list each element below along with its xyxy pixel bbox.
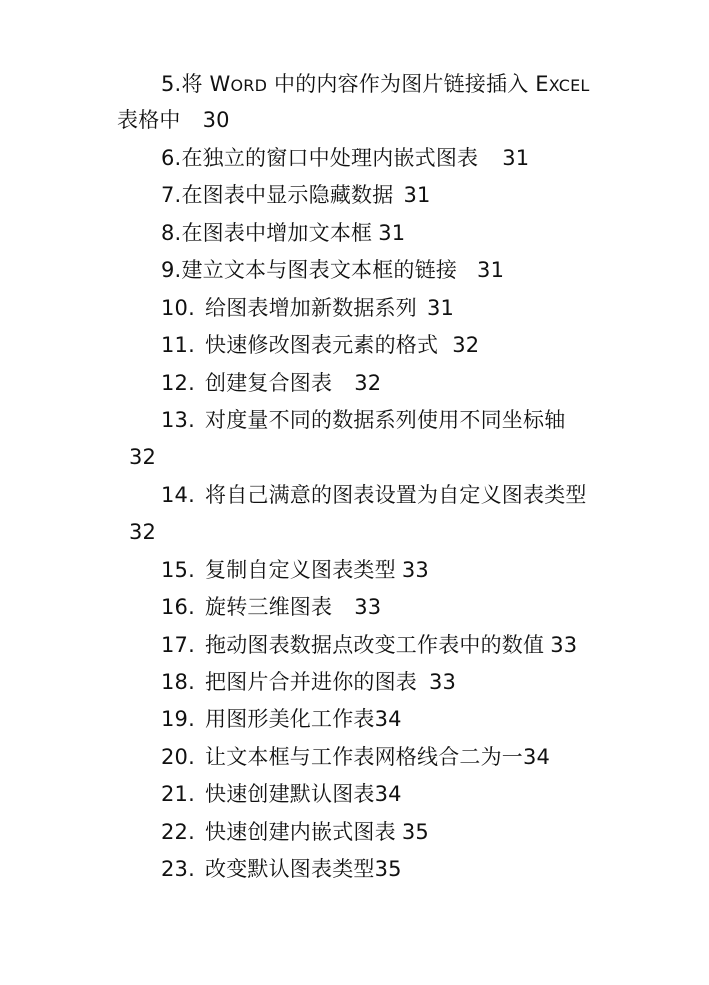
toc-entry-title-part: XCEL [548,76,590,95]
toc-entry-title: 快速创建默认图表 [205,782,375,806]
toc-entry-23[interactable] [161,855,402,883]
toc-entry-number: 17. [161,633,195,657]
toc-entry-page: 31 [378,221,406,245]
toc-entry-13-page-line[interactable] [129,443,156,471]
toc-entry-10[interactable] [161,294,454,322]
toc-entry-page: 31 [403,183,431,207]
toc-entry-7[interactable] [161,181,431,209]
toc-entry-number: 22. [161,820,195,844]
toc-entry-title: 拖动图表数据点改变工作表中的数值 [205,633,545,657]
toc-entry-9[interactable] [161,256,504,284]
toc-entry-20[interactable] [161,743,550,771]
toc-entry-number: 18. [161,670,195,694]
toc-entry-title: 用图形美化工作表 [205,707,375,731]
toc-entry-number: 13. [161,408,195,432]
toc-entry-title: 改变默认图表类型 [205,857,375,881]
toc-entry-title: 建立文本与图表文本框的链接 [181,258,458,282]
toc-entry-title: 创建复合图表 [205,371,333,395]
toc-entry-title-part: 将 W [181,72,231,96]
toc-entry-page: 34 [523,745,551,769]
toc-entry-17[interactable] [161,631,577,659]
toc-entry-5-continuation[interactable] [117,106,230,134]
toc-entry-title: 旋转三维图表 [205,595,333,619]
toc-entry-title: 把图片合并进你的图表 [205,670,417,694]
toc-entry-number: 5. [161,72,182,96]
toc-entry-title: 给图表增加新数据系列 [205,296,417,320]
toc-entry-number: 9. [161,258,182,282]
toc-entry-21[interactable] [161,780,402,808]
toc-entry-page: 31 [502,146,530,170]
toc-entry-title: 将自己满意的图表设置为自定义图表类型 [205,483,587,507]
toc-entry-number: 8. [161,221,182,245]
toc-entry-title: 快速创建内嵌式图表 [205,820,396,844]
toc-entry-title: 在图表中显示隐藏数据 [181,183,394,207]
toc-entry-page: 35 [374,857,402,881]
toc-entry-15[interactable] [161,556,429,584]
toc-entry-number: 16. [161,595,195,619]
toc-entry-number: 11. [161,333,195,357]
toc-entry-13[interactable] [161,406,565,434]
toc-entry-page: 33 [550,633,578,657]
toc-entry-14[interactable] [161,481,587,509]
toc-entry-number: 15. [161,558,195,582]
toc-entry-page: 32 [354,371,382,395]
toc-entry-8[interactable] [161,219,405,247]
toc-entry-number: 23. [161,857,195,881]
toc-entry-number: 20. [161,745,195,769]
toc-entry-number: 7. [161,183,182,207]
toc-entry-11[interactable] [161,331,479,359]
toc-entry-page: 35 [401,820,429,844]
toc-entry-18[interactable] [161,668,456,696]
toc-entry-number: 21. [161,782,195,806]
toc-entry-page: 30 [202,108,230,132]
toc-entry-title-part: ORD [230,76,268,95]
toc-entry-5[interactable] [161,70,590,100]
toc-entry-number: 19. [161,707,195,731]
toc-entry-page: 32 [452,333,480,357]
toc-entry-number: 14. [161,483,195,507]
toc-entry-number: 10. [161,296,195,320]
toc-entry-title-cont: 表格中 [117,108,181,132]
toc-entry-page: 33 [354,595,382,619]
toc-entry-page: 31 [477,258,505,282]
toc-entry-19[interactable] [161,705,402,733]
toc-entry-title: 在图表中增加文本框 [181,221,373,245]
toc-entry-number: 6. [161,146,182,170]
toc-entry-12[interactable] [161,369,381,397]
toc-entry-number: 12. [161,371,195,395]
toc-entry-page: 32 [129,520,157,544]
toc-entry-22[interactable] [161,818,429,846]
toc-entry-page: 34 [374,707,402,731]
toc-entry-title: 对度量不同的数据系列使用不同坐标轴 [205,408,566,432]
toc-entry-6[interactable] [161,144,529,172]
toc-entry-page: 33 [429,670,457,694]
toc-entry-title: 在独立的窗口中处理内嵌式图表 [181,146,479,170]
toc-entry-14-page-line[interactable] [129,518,156,546]
toc-entry-title-part: 中的内容作为图片链接插入 E [267,72,549,96]
toc-entry-page: 33 [401,558,429,582]
toc-entry-title: 快速修改图表元素的格式 [205,333,439,357]
toc-entry-page: 32 [129,445,157,469]
toc-entry-title: 复制自定义图表类型 [205,558,396,582]
toc-entry-16[interactable] [161,593,381,621]
toc-entry-page: 34 [374,782,402,806]
toc-entry-title: 让文本框与工作表网格线合二为一 [205,745,523,769]
toc-entry-page: 31 [427,296,455,320]
